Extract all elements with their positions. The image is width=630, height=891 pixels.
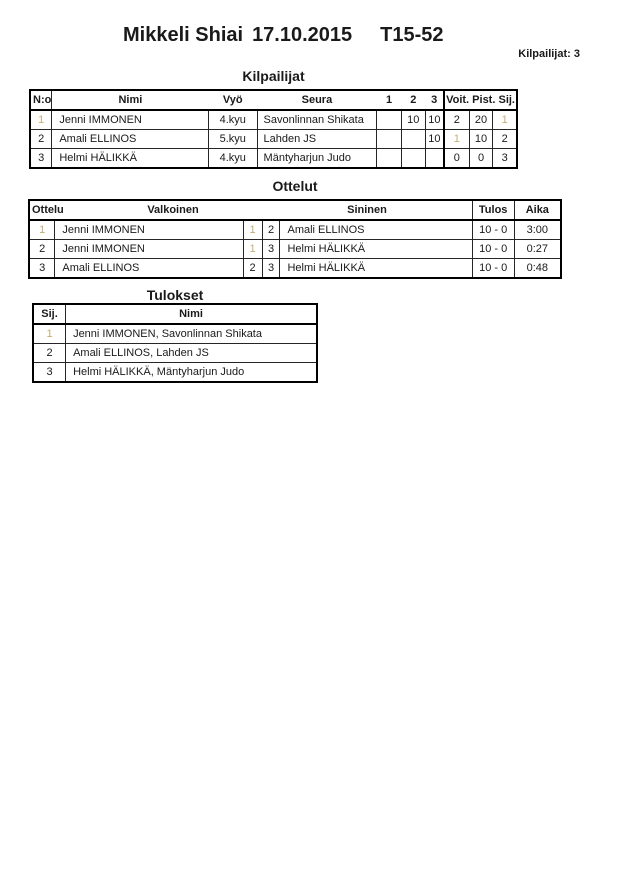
cell-pist: 0	[469, 149, 493, 169]
cell-sininen-no: 3	[262, 259, 280, 279]
col-header-vyo: Vyö	[208, 90, 257, 110]
col-header-nimi: Nimi	[66, 304, 317, 324]
tulokset-table	[32, 303, 318, 383]
col-header-voit-pist-sij	[444, 90, 517, 110]
cell-valkoinen-name: Jenni IMMONEN	[55, 240, 243, 259]
match-row-1	[29, 220, 561, 240]
competitor-row-3	[30, 149, 517, 169]
kilpailijat-header-row	[30, 90, 517, 110]
cell-round-3	[425, 149, 444, 169]
result-row-1	[33, 324, 317, 344]
title-category: T15-52	[380, 24, 444, 46]
cell-match-no: 2	[29, 240, 55, 259]
cell-nimi: Helmi HÄLIKKÄ	[52, 149, 209, 169]
cell-nimi: Amali ELLINOS	[52, 130, 209, 149]
page-title	[123, 24, 444, 47]
cell-sij: 2	[33, 344, 66, 363]
result-row-3	[33, 363, 317, 383]
competitors-count-label: Kilpailijat: 3	[518, 48, 580, 60]
cell-round-3: 10	[425, 110, 444, 130]
cell-aika: 0:48	[514, 259, 561, 279]
cell-match-no: 1	[29, 220, 55, 240]
result-row-2	[33, 344, 317, 363]
title-date: 17.10.2015	[252, 24, 353, 46]
cell-round-1	[377, 149, 402, 169]
col-header-sininen: Sininen	[347, 204, 387, 216]
col-header-voit: Voit.	[446, 94, 470, 106]
cell-vyo: 4.kyu	[208, 149, 257, 169]
cell-sininen-name: Helmi HÄLIKKÄ	[280, 259, 472, 279]
cell-no: 3	[30, 149, 52, 169]
cell-round-2	[401, 149, 425, 169]
cell-valkoinen-no: 2	[243, 259, 262, 279]
tulokset-section-title: Tulokset	[146, 287, 204, 303]
cell-sininen-name: Amali ELLINOS	[280, 220, 472, 240]
cell-no: 1	[30, 110, 52, 130]
ottelut-section-title: Ottelut	[272, 178, 318, 194]
cell-tulos: 10 - 0	[472, 259, 514, 279]
cell-voit: 0	[444, 149, 469, 169]
col-header-tulos: Tulos	[472, 200, 514, 220]
cell-round-1	[377, 110, 402, 130]
cell-sij: 1	[33, 324, 66, 344]
cell-aika: 3:00	[514, 220, 561, 240]
competitor-row-2	[30, 130, 517, 149]
cell-tulos: 10 - 0	[472, 240, 514, 259]
cell-round-2	[401, 130, 425, 149]
cell-vyo: 5.kyu	[208, 130, 257, 149]
section-tulokset	[32, 287, 318, 383]
cell-nimi: Jenni IMMONEN	[52, 110, 209, 130]
cell-pist: 20	[469, 110, 493, 130]
section-ottelut	[28, 178, 562, 279]
cell-round-3: 10	[425, 130, 444, 149]
cell-round-2: 10	[401, 110, 425, 130]
col-header-sij: Sij.	[498, 94, 515, 106]
cell-nimi: Jenni IMMONEN, Savonlinnan Shikata	[66, 324, 317, 344]
cell-seura: Lahden JS	[257, 130, 377, 149]
col-header-sij: Sij.	[33, 304, 66, 324]
col-header-group	[29, 200, 472, 220]
col-header-seura: Seura	[257, 90, 377, 110]
cell-no: 2	[30, 130, 52, 149]
cell-sij: 2	[493, 130, 517, 149]
cell-sij: 3	[33, 363, 66, 383]
cell-valkoinen-name: Jenni IMMONEN	[55, 220, 243, 240]
cell-nimi: Helmi HÄLIKKÄ, Mäntyharjun Judo	[66, 363, 317, 383]
cell-round-1	[377, 130, 402, 149]
cell-pist: 10	[469, 130, 493, 149]
cell-seura: Mäntyharjun Judo	[257, 149, 377, 169]
cell-voit: 1	[444, 130, 469, 149]
competitor-row-1	[30, 110, 517, 130]
col-header-round-2: 2	[401, 90, 425, 110]
match-row-2	[29, 240, 561, 259]
kilpailijat-table	[29, 89, 518, 169]
col-header-aika: Aika	[514, 200, 561, 220]
cell-aika: 0:27	[514, 240, 561, 259]
cell-sij: 1	[493, 110, 517, 130]
cell-nimi: Amali ELLINOS, Lahden JS	[66, 344, 317, 363]
section-kilpailijat	[29, 68, 518, 169]
ottelut-table	[28, 199, 562, 279]
cell-sininen-no: 2	[262, 220, 280, 240]
col-header-no: N:o	[30, 90, 52, 110]
cell-sij: 3	[493, 149, 517, 169]
col-header-nimi: Nimi	[52, 90, 209, 110]
cell-tulos: 10 - 0	[472, 220, 514, 240]
cell-seura: Savonlinnan Shikata	[257, 110, 377, 130]
col-header-valkoinen: Valkoinen	[147, 204, 199, 216]
tulokset-header-row	[33, 304, 317, 324]
cell-sininen-name: Helmi HÄLIKKÄ	[280, 240, 472, 259]
col-header-ottelu: Ottelu	[32, 204, 64, 216]
kilpailijat-section-title: Kilpailijat	[242, 68, 305, 84]
cell-valkoinen-no: 1	[243, 240, 262, 259]
match-row-3	[29, 259, 561, 279]
cell-match-no: 3	[29, 259, 55, 279]
col-header-round-3: 3	[425, 90, 444, 110]
cell-voit: 2	[444, 110, 469, 130]
col-header-pist: Pist.	[472, 94, 496, 106]
cell-valkoinen-name: Amali ELLINOS	[55, 259, 243, 279]
cell-sininen-no: 3	[262, 240, 280, 259]
ottelut-header-row	[29, 200, 561, 220]
cell-valkoinen-no: 1	[243, 220, 262, 240]
title-event: Mikkeli Shiai	[123, 24, 244, 46]
cell-vyo: 4.kyu	[208, 110, 257, 130]
col-header-round-1: 1	[377, 90, 402, 110]
